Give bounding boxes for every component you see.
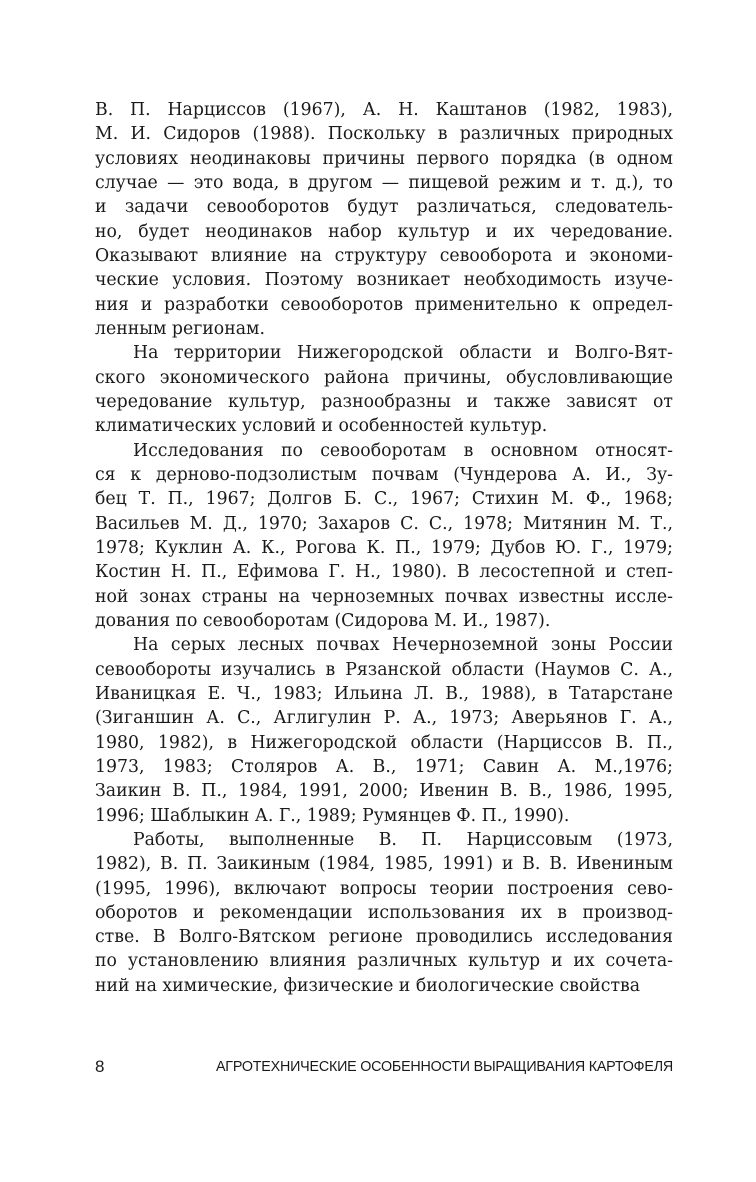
text-line: ского экономического района причины, обусловливающие <box>95 367 673 388</box>
paragraph <box>95 828 673 998</box>
text-line: ния и разработки севооборотов применительно к определ- <box>95 294 673 315</box>
text-line: На серых лесных почвах Нечерноземной зоны России <box>133 635 673 656</box>
text-line: Исследования по севооборотам в основном относят- <box>133 440 673 461</box>
text-line: и задачи севооборотов будут различаться, следователь- <box>95 197 673 218</box>
text-line: М. И. Сидоров (1988). Поскольку в различных природных <box>95 124 673 145</box>
paragraph <box>95 439 673 634</box>
text-line: стве. В Волго-Вятском регионе проводились исследования <box>95 927 673 948</box>
text-line: (Зиганшин А. С., Аглигулин Р. А., 1973; Аверьянов Г. А., <box>95 708 673 729</box>
paragraph <box>95 98 673 341</box>
text-line: ся к дерново-подзолистым почвам (Чундерова А. И., Зу- <box>95 464 673 485</box>
text-line: Заикин В. П., 1984, 1991, 2000; Ивенин В. В., 1986, 1995, <box>95 781 673 802</box>
text-line: Иваницкая Е. Ч., 1983; Ильина Л. В., 1988), в Татарстане <box>95 683 673 704</box>
text-line: по установлению влияния различных культур и их сочета- <box>95 951 673 972</box>
page-number: 8 <box>95 1057 105 1076</box>
text-line: условиях неодинаковы причины первого порядка (в одном <box>95 148 673 169</box>
paragraph <box>95 633 673 828</box>
text-line: В. П. Нарциссов (1967), А. Н. Каштанов (1982, 1983), <box>95 100 673 120</box>
text-line: 1980, 1982), в Нижегородской области (Нарциссов В. П., <box>95 732 673 753</box>
text-line: 1996; Шаблыкин А. Г., 1989; Румянцев Ф. П., 1990). <box>95 805 570 826</box>
text-line: ленным регионам. <box>95 318 265 339</box>
text-line: Работы, выполненные В. П. Нарциссовым (1973, <box>133 829 673 850</box>
text-line: ний на химические, физические и биологические свойства <box>95 975 641 996</box>
text-line: 1973, 1983; Столяров А. В., 1971; Савин А. М.,1976; <box>95 756 673 777</box>
text-line: но, будет неодинаков набор культур и их чередование. <box>95 221 673 242</box>
running-title: АГРОТЕХНИЧЕСКИЕ ОСОБЕННОСТИ ВЫРАЩИВАНИЯ КАРТОФЕЛЯ <box>215 1059 673 1075</box>
text-line: бец Т. П., 1967; Долгов Б. С., 1967; Стихин М. Ф., 1968; <box>95 489 673 510</box>
text-line: климатических условий и особенностей культур. <box>95 416 548 437</box>
text-line: ческие условия. Поэтому возникает необходимость изуче- <box>95 270 673 291</box>
text-line: Костин Н. П., Ефимова Г. Н., 1980). В лесостепной и степ- <box>95 562 673 583</box>
text-line: оборотов и рекомендации использования их в производ- <box>95 902 673 923</box>
text-line: 1982), В. П. Заикиным (1984, 1985, 1991) и В. В. Ивениным <box>95 854 673 875</box>
page-body <box>95 98 673 998</box>
text-line: чередование культур, разнообразны и также зависят от <box>95 391 673 412</box>
text-line: (1995, 1996), включают вопросы теории построения сево- <box>95 878 673 899</box>
text-line: Васильев М. Д., 1970; Захаров С. С., 1978; Митянин М. Т., <box>95 513 673 534</box>
page-footer <box>95 1055 673 1079</box>
text-line: севообороты изучались в Рязанской области (Наумов С. А., <box>95 659 673 680</box>
text-line: Оказывают влияние на структуру севооборота и экономи- <box>95 245 673 266</box>
text-line: случае — это вода, в другом — пищевой режим и т. д.), то <box>95 172 673 193</box>
text-line: На территории Нижегородской области и Волго-Вят- <box>133 343 673 364</box>
paragraph <box>95 341 673 438</box>
text-line: дования по севооборотам (Сидорова М. И., 1987). <box>95 610 551 631</box>
text-line: ной зонах страны на черноземных почвах известны иссле- <box>95 586 673 607</box>
text-line: 1978; Куклин А. К., Рогова К. П., 1979; Дубов Ю. Г., 1979; <box>95 537 673 558</box>
